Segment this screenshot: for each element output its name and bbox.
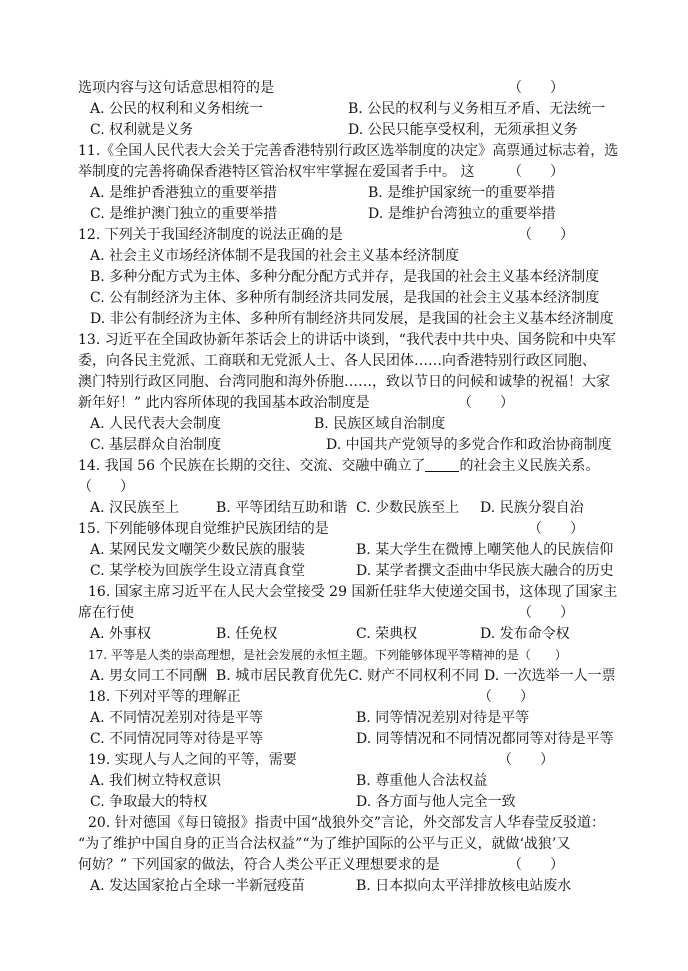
option-c: C. 权利就是义务 xyxy=(90,122,194,138)
option-b: B. 任免权 xyxy=(216,626,278,642)
question-18-stem: 18. 下列对平等的理解正 xyxy=(88,689,241,705)
option-b: B. 城市居民教育优先 xyxy=(216,668,348,684)
option-c: C. 财产不同权利不同 xyxy=(348,668,480,684)
question-12-stem: 12. 下列关于我国经济制度的说法正确的是 xyxy=(78,227,343,243)
option-b: B. 是维护国家统一的重要举措 xyxy=(368,185,556,201)
option-c: C. 公有制经济为主体、多种所有制经济共同发展，是我国的社会主义基本经济制度 xyxy=(90,290,600,306)
option-b: B. 尊重他人合法权益 xyxy=(356,773,488,789)
option-d: D. 公民只能享受权利，无须承担义务 xyxy=(348,122,578,138)
option-c: C. 荣典权 xyxy=(356,626,418,642)
answer-bracket: （ ） xyxy=(508,80,564,96)
option-d: D. 民族分裂自治 xyxy=(480,500,584,516)
question-14-stem-start: 14. 我国 56 个民族在长期的交往、交流、交融中确立了 xyxy=(78,458,426,474)
option-a: A. 社会主义市场经济体制不是我国的社会主义基本经济制度 xyxy=(90,248,460,264)
option-b: B. 日本拟向太平洋排放核电站废水 xyxy=(356,878,572,894)
option-a: A. 不同情况差别对待是平等 xyxy=(90,710,264,726)
option-b: B. 民族区域自治制度 xyxy=(314,416,446,432)
question-16-stem-line2: 席在行使 xyxy=(78,605,134,621)
option-b: B. 同等情况差别对待是平等 xyxy=(356,710,530,726)
option-a: A. 某网民发文嘲笑少数民族的服装 xyxy=(90,542,306,558)
option-d: D. 一次选举一人一票 xyxy=(484,668,616,684)
answer-bracket: （ ） xyxy=(518,605,574,621)
option-d: D. 中国共产党领导的多党合作和政治协商制度 xyxy=(326,437,612,453)
question-15-stem: 15. 下列能够体现自觉维护民族团结的是 xyxy=(78,521,329,537)
question-11-stem: 11.《全国人民代表大会关于完善香港特别行政区选举制度的决定》高票通过标志着，选 xyxy=(78,143,619,159)
question-13-stem-line2: 委，向各民主党派、工商联和无党派人士、各人民团体……向香港特别行政区同胞、 xyxy=(78,353,596,369)
question-20-stem-line2: “为了维护中国自身的正当合法权益”“为了维护国际的公平与正义，就做‘战狼’又 xyxy=(78,836,571,852)
question-14-stem-end: 的社会主义民族关系。 xyxy=(459,458,600,474)
question-stem-continuation: 选项内容与这句话意思相符的是 xyxy=(78,80,274,96)
question-14-stem xyxy=(78,456,599,477)
option-a: A. 汉民族至上 xyxy=(90,500,180,516)
option-b: B. 平等团结互助和谐 xyxy=(216,500,348,516)
option-d: D. 是维护台湾独立的重要举措 xyxy=(368,206,556,222)
option-a: A. 人民代表大会制度 xyxy=(90,416,222,432)
answer-bracket: （ ） xyxy=(78,479,134,495)
option-c: C. 少数民族至上 xyxy=(356,500,460,516)
option-d: D. 发布命令权 xyxy=(480,626,570,642)
option-b: B. 多种分配方式为主体、多种分配分配方式并存，是我国的社会主义基本经济制度 xyxy=(90,269,600,285)
option-d: D. 各方面与他人完全一致 xyxy=(356,794,516,810)
option-c: C. 不同情况同等对待是平等 xyxy=(90,731,264,747)
option-a: A. 我们树立特权意识 xyxy=(90,773,222,789)
question-13-stem-line4: 新年好！” 此内容所体现的我国基本政治制度是 xyxy=(78,395,370,411)
answer-bracket: （ ） xyxy=(508,164,564,180)
option-d: D. 同等情况和不同情况都同等对待是平等 xyxy=(356,731,614,747)
option-a: A. 是维护香港独立的重要举措 xyxy=(90,185,278,201)
question-13-stem: 13. 习近平在全国政协新年茶话会上的讲话中谈到，“我代表中共中央、国务院和中央军 xyxy=(78,332,616,348)
option-a: A. 外事权 xyxy=(90,626,152,642)
question-17-stem: 17. 平等是人类的崇高理想，是社会发展的永恒主题。下列能够体现平等精神的是（ ） xyxy=(88,648,567,662)
question-20-stem-line3: 何妨？” 下列国家的做法，符合人类公平正义理想要求的是 xyxy=(78,857,440,873)
option-c: C. 争取最大的特权 xyxy=(90,794,208,810)
question-11-stem-line2: 举制度的完善将确保香港特区管治权牢牢掌握在爱国者手中。 这 xyxy=(78,164,475,180)
option-c: C. 是维护澳门独立的重要举措 xyxy=(90,206,278,222)
fill-in-blank xyxy=(425,457,459,472)
question-13-stem-line3: 澳门特别行政区同胞、台湾同胞和海外侨胞……，致以节日的问候和诚挚的祝福！大家 xyxy=(78,374,610,390)
option-b: B. 公民的权利与义务相互矛盾、无法统一 xyxy=(348,101,606,117)
option-c: C. 基层群众自治制度 xyxy=(90,437,222,453)
answer-bracket: （ ） xyxy=(508,857,564,873)
option-a: A. 男女同工不同酬 xyxy=(90,668,208,684)
question-20-stem: 20. 针对德国《每日镜报》指责中国“战狼外交”言论，外交部发言人华春莹反驳道： xyxy=(88,815,606,831)
answer-bracket: （ ） xyxy=(478,689,534,705)
answer-bracket: （ ） xyxy=(528,521,584,537)
question-16-stem: 16. 国家主席习近平在人民大会堂接受 29 国新任驻华大使递交国书，这体现了国家主 xyxy=(88,584,618,600)
option-d: D. 非公有制经济为主体、多种所有制经济共同发展，是我国的社会主义基本经济制度 xyxy=(90,311,614,327)
question-19-stem: 19. 实现人与人之间的平等，需要 xyxy=(88,752,297,768)
option-c: C. 某学校为回族学生设立清真食堂 xyxy=(90,563,306,579)
option-a: A. 公民的权利和义务相统一 xyxy=(90,101,264,117)
answer-bracket: （ ） xyxy=(458,395,514,411)
answer-bracket: （ ） xyxy=(498,752,554,768)
option-a: A. 发达国家抢占全球一半新冠疫苗 xyxy=(90,878,306,894)
option-b: B. 某大学生在微博上嘲笑他人的民族信仰 xyxy=(356,542,614,558)
option-d: D. 某学者撰文歪曲中华民族大融合的历史 xyxy=(356,563,614,579)
answer-bracket: （ ） xyxy=(518,227,574,243)
